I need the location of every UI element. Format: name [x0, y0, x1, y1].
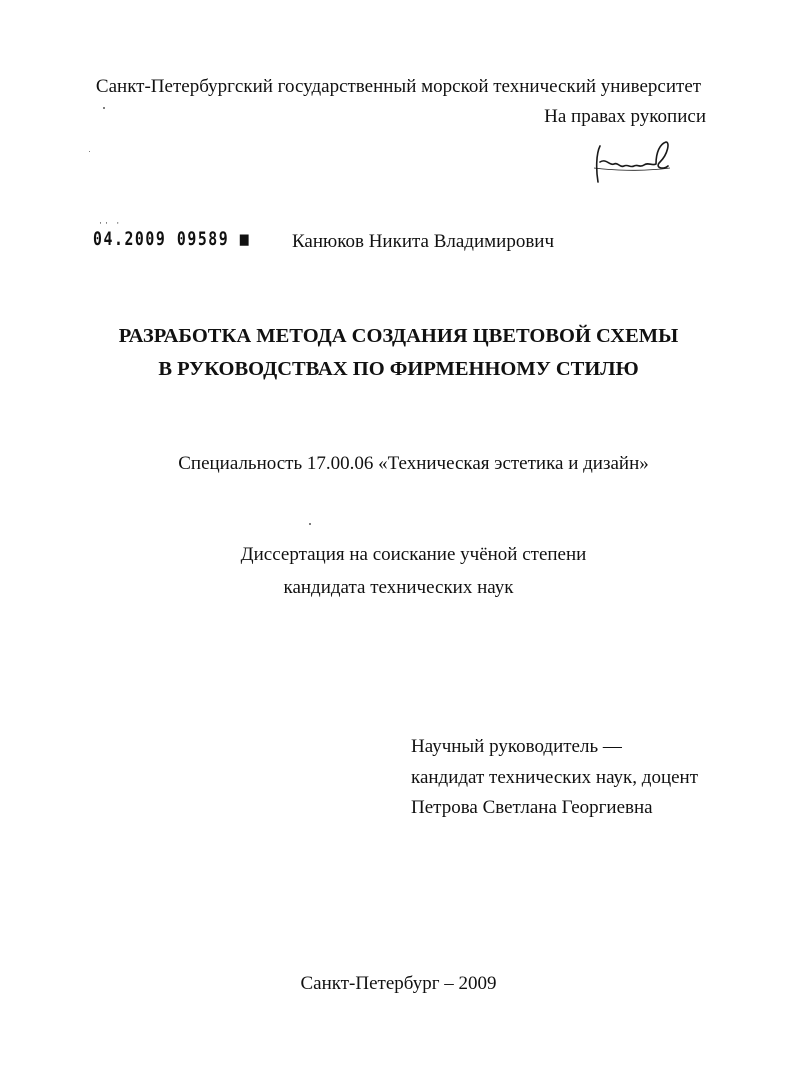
supervisor-name: Петрова Светлана Георгиевна: [411, 797, 653, 818]
thesis-title-line-1: РАЗРАБОТКА МЕТОДА СОЗДАНИЯ ЦВЕТОВОЙ СХЕМЫ: [118, 325, 679, 347]
city-year: Санкт-Петербург – 2009: [300, 973, 497, 994]
author-name: Канюков Никита Владимирович: [292, 231, 555, 252]
scan-speck: [103, 107, 105, 109]
registration-mark-icon: ■: [229, 228, 251, 250]
dissertation-degree-line-2: кандидата технических наук: [283, 577, 514, 598]
thesis-title-line-2: В РУКОВОДСТВАХ ПО ФИРМЕННОМУ СТИЛЮ: [158, 358, 639, 380]
supervisor-degree: кандидат технических наук, доцент: [411, 767, 699, 788]
rights-notice: На правах рукописи: [544, 106, 706, 127]
scan-speck: [89, 151, 90, 152]
university-name: Санкт-Петербургский государственный морской технический университет: [95, 76, 702, 97]
specialty: Специальность 17.00.06 «Техническая эстетика и дизайн»: [178, 453, 649, 474]
scan-speck: [309, 523, 311, 525]
supervisor-label: Научный руководитель —: [411, 736, 622, 757]
registration-marks: ·· ·: [99, 218, 123, 228]
dissertation-degree-line-1: Диссертация на соискание учёной степени: [240, 544, 587, 565]
author-signature: [590, 138, 674, 188]
registration-number: 04.2009 09589 ■: [93, 228, 251, 250]
